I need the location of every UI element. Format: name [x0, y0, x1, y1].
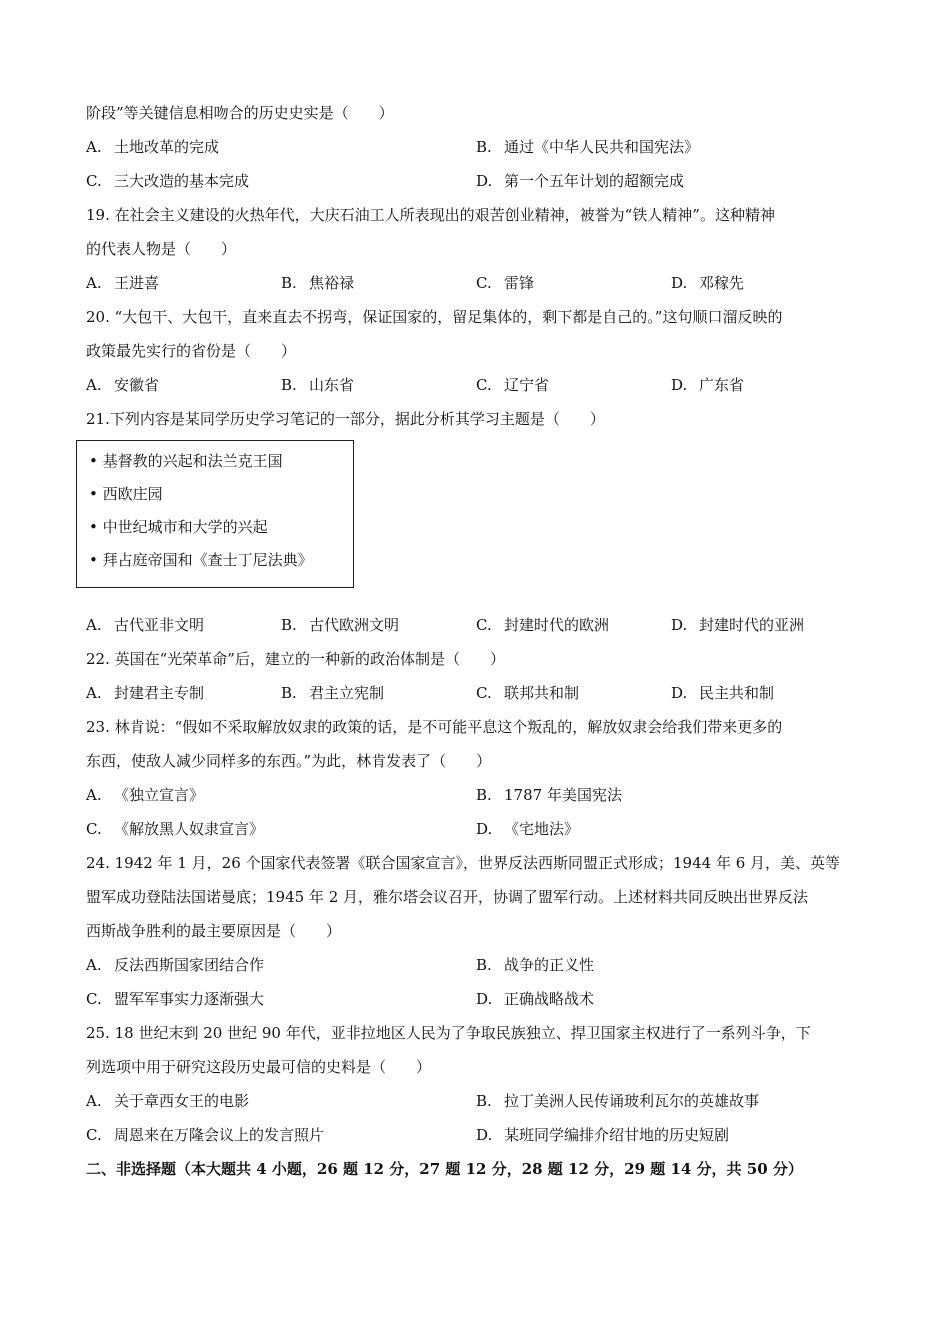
option-d[interactable]: D. 正确战略战术	[476, 990, 595, 1008]
question-19-stem-line1: 19. 在社会主义建设的火热年代，大庆石油工人所表现出的艰苦创业精神，被誉为“铁人精神”。这种精神	[86, 206, 775, 224]
question-20-options	[86, 368, 866, 402]
option-d[interactable]: D. 广东省	[671, 376, 745, 394]
question-25-stem-line2: 列选项中用于研究这段历史最可信的史料是（ ）	[86, 1058, 432, 1076]
option-d[interactable]: D. 邓稼先	[671, 274, 745, 292]
question-18-options-row1	[86, 130, 866, 164]
option-c[interactable]: C. 封建时代的欧洲	[476, 616, 610, 634]
option-b[interactable]: B. 战争的正义性	[476, 956, 595, 974]
question-23-stem-line2: 东西，使敌人减少同样多的东西。”为此，林肯发表了（ ）	[86, 752, 492, 770]
question-25-options-row2	[86, 1118, 866, 1152]
option-d[interactable]: D. 封建时代的亚洲	[671, 616, 805, 634]
section-2-heading: 二、非选择题（本大题共 4 小题，26 题 12 分，27 题 12 分，28 题 12 分，29 题 14 分，共 50 分）	[86, 1160, 803, 1178]
option-c[interactable]: C. 盟军军事实力逐渐强大	[86, 990, 265, 1008]
question-20-stem-line1: 20. “大包干、大包干，直来直去不拐弯，保证国家的，留足集体的，剩下都是自己的。”这句顺口溜反映的	[86, 308, 783, 326]
option-b[interactable]: B. 古代欧洲文明	[281, 616, 400, 634]
question-21-options	[86, 608, 866, 642]
question-22-options	[86, 676, 866, 710]
option-c[interactable]: C. 周恩来在万隆会议上的发言照片	[86, 1126, 325, 1144]
question-19-stem-line2: 的代表人物是（ ）	[86, 240, 237, 258]
note-item: • 基督教的兴起和法兰克王国	[89, 452, 283, 470]
question-18-stem: 阶段”等关键信息相吻合的历史史实是（ ）	[86, 104, 394, 122]
option-b[interactable]: B. 焦裕禄	[281, 274, 355, 292]
question-25-options-row1	[86, 1084, 866, 1118]
option-a[interactable]: A. 关于章西女王的电影	[86, 1092, 250, 1110]
question-24-options-row2	[86, 982, 866, 1016]
option-a[interactable]: A. 王进喜	[86, 274, 160, 292]
option-d[interactable]: D. 民主共和制	[671, 684, 775, 702]
option-d[interactable]: D. 《宅地法》	[476, 820, 580, 838]
question-22-stem: 22. 英国在“光荣革命”后，建立的一种新的政治体制是（ ）	[86, 650, 505, 668]
option-a[interactable]: A. 反法西斯国家团结合作	[86, 956, 265, 974]
question-20-stem-line2: 政策最先实行的省份是（ ）	[86, 342, 297, 360]
question-23-options-row2	[86, 812, 866, 846]
option-c[interactable]: C. 辽宁省	[476, 376, 550, 394]
option-d[interactable]: D. 第一个五年计划的超额完成	[476, 172, 685, 190]
option-c[interactable]: C. 三大改造的基本完成	[86, 172, 250, 190]
option-b[interactable]: B. 拉丁美洲人民传诵玻利瓦尔的英雄故事	[476, 1092, 760, 1110]
question-24-options-row1	[86, 948, 866, 982]
study-notes-box	[76, 440, 354, 588]
option-c[interactable]: C. 雷锋	[476, 274, 535, 292]
option-a[interactable]: A. 《独立宣言》	[86, 786, 205, 804]
question-24-stem-line2: 盟军成功登陆法国诺曼底；1945 年 2 月，雅尔塔会议召开，协调了盟军行动。上述材料共同反映出世界反法	[86, 888, 809, 906]
option-b[interactable]: B. 通过《中华人民共和国宪法》	[476, 138, 700, 156]
question-24-stem-line3: 西斯战争胜利的最主要原因是（ ）	[86, 922, 342, 940]
option-c[interactable]: C. 联邦共和制	[476, 684, 580, 702]
question-18-options-row2	[86, 164, 866, 198]
question-23-stem-line1: 23. 林肯说：“假如不采取解放奴隶的政策的话，是不可能平息这个叛乱的，解放奴隶会给我们带来更多的	[86, 718, 783, 736]
option-a[interactable]: A. 封建君主专制	[86, 684, 205, 702]
option-b[interactable]: B. 1787 年美国宪法	[476, 786, 622, 804]
question-24-stem-line1: 24. 1942 年 1 月，26 个国家代表签署《联合国家宣言》，世界反法西斯同盟正式形成；1944 年 6 月，美、英等	[86, 854, 841, 872]
option-c[interactable]: C. 《解放黑人奴隶宣言》	[86, 820, 265, 838]
note-item: • 西欧庄园	[89, 485, 163, 503]
option-b[interactable]: B. 山东省	[281, 376, 355, 394]
note-item: • 拜占庭帝国和《查士丁尼法典》	[89, 551, 313, 569]
option-b[interactable]: B. 君主立宪制	[281, 684, 385, 702]
option-d[interactable]: D. 某班同学编排介绍甘地的历史短剧	[476, 1126, 730, 1144]
option-a[interactable]: A. 土地改革的完成	[86, 138, 220, 156]
exam-page	[86, 96, 866, 1186]
option-a[interactable]: A. 安徽省	[86, 376, 160, 394]
question-25-stem-line1: 25. 18 世纪末到 20 世纪 90 年代，亚非拉地区人民为了争取民族独立、捍卫国家主权进行了一系列斗争，下	[86, 1024, 811, 1042]
question-21-stem: 21.下列内容是某同学历史学习笔记的一部分，据此分析其学习主题是（ ）	[86, 410, 605, 428]
note-item: • 中世纪城市和大学的兴起	[89, 518, 268, 536]
question-19-options	[86, 266, 866, 300]
question-23-options-row1	[86, 778, 866, 812]
option-a[interactable]: A. 古代亚非文明	[86, 616, 205, 634]
